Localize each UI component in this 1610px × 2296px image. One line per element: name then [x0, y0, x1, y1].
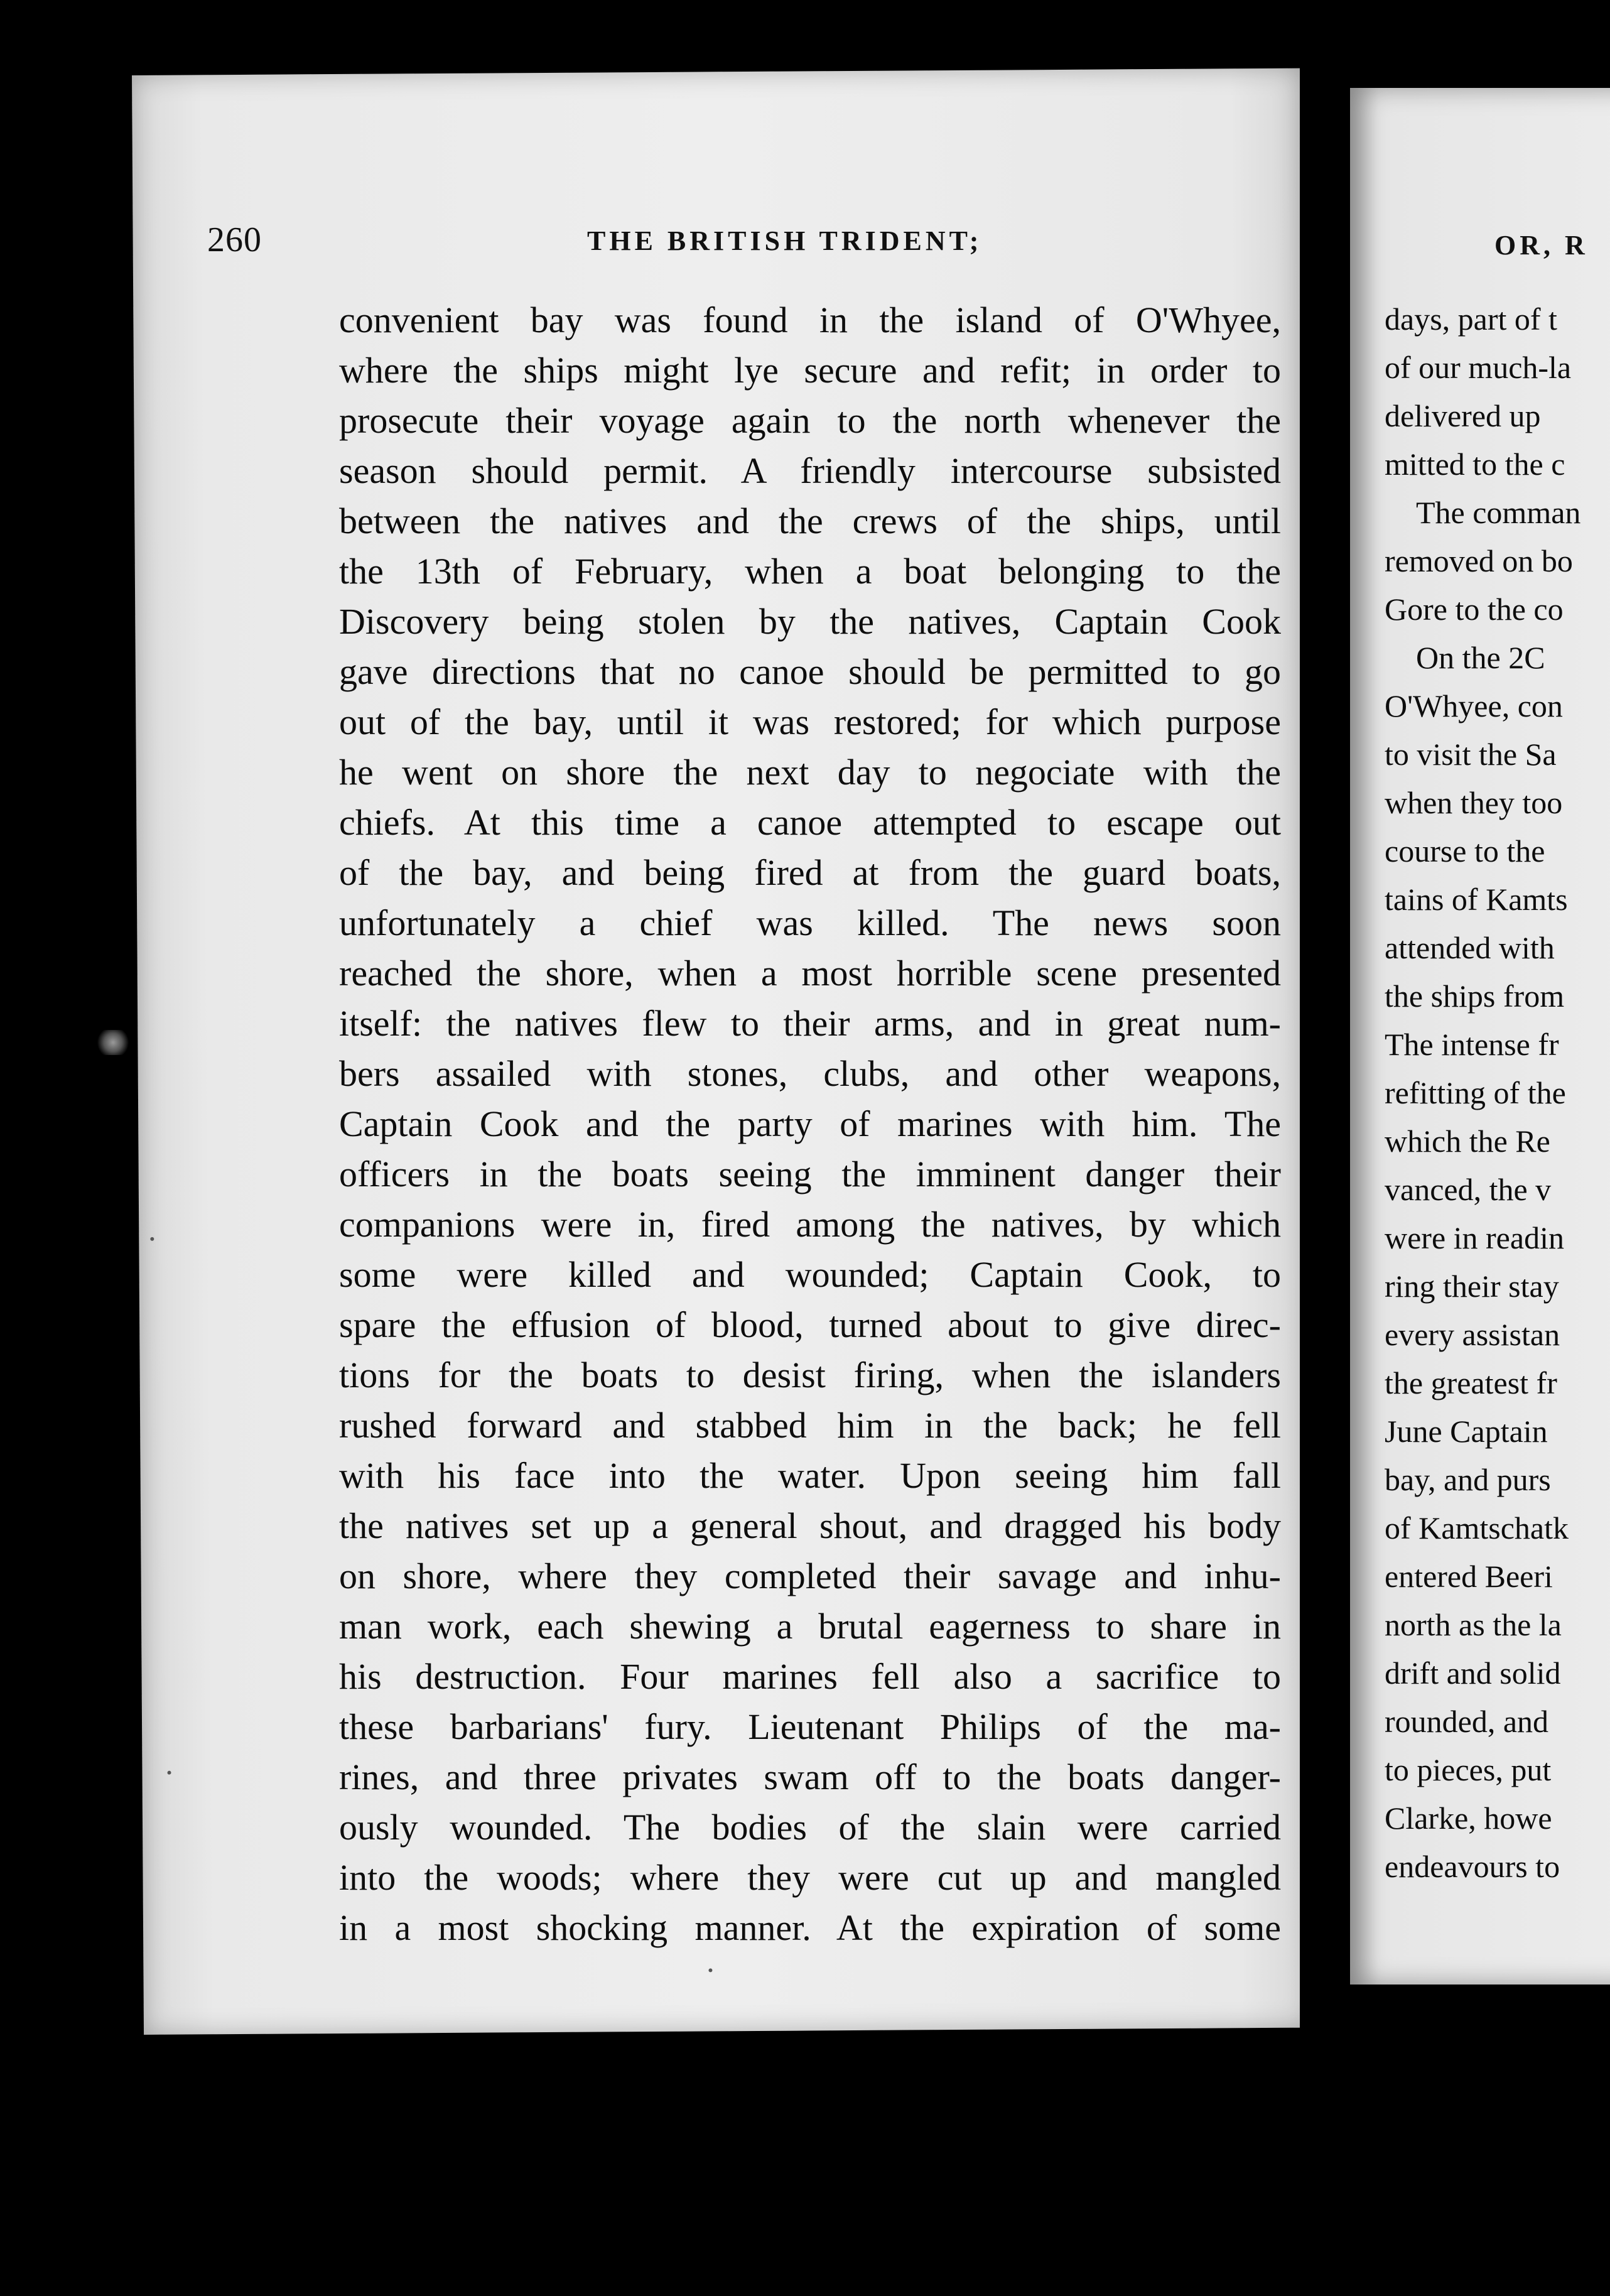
text-line: every assistan — [1385, 1317, 1560, 1352]
text-line: removed on bo — [1385, 543, 1573, 578]
text-line: were in readin — [1385, 1220, 1564, 1255]
text-line: unfortunately a chief was killed. The news soon — [339, 902, 1281, 943]
right-page-visible-area — [1350, 88, 1610, 1985]
text-line: where the ships might lye secure and refit; in order to — [339, 350, 1281, 391]
text-line: Captain Cook and the party of marines with him. The — [339, 1103, 1281, 1144]
text-line: days, part of t — [1385, 301, 1557, 337]
text-line: Discovery being stolen by the natives, Captain Cook — [339, 601, 1281, 642]
text-line: endeavours to — [1385, 1849, 1560, 1884]
text-line: of the bay, and being fired at from the guard boats, — [339, 852, 1281, 893]
text-line: which the Re — [1385, 1124, 1550, 1159]
ink-speck — [708, 1968, 712, 1972]
text-line: on shore, where they completed their savage and inhu- — [339, 1556, 1281, 1596]
text-line: chiefs. At this time a canoe attempted to escape out — [339, 802, 1281, 843]
text-line: the 13th of February, when a boat belonging to the — [339, 551, 1281, 592]
right-page-body-text — [1385, 295, 1610, 1891]
running-title: THE BRITISH TRIDENT; — [587, 225, 983, 256]
ink-speck — [167, 1771, 171, 1775]
ink-speck — [150, 1237, 154, 1241]
text-line: The comman — [1416, 495, 1581, 530]
left-running-head — [207, 220, 1275, 270]
book-gutter — [1300, 0, 1350, 2296]
text-line: itself: the natives flew to their arms, and in great num- — [339, 1003, 1281, 1044]
text-line: between the natives and the crews of the ships, until — [339, 501, 1281, 541]
text-line: his destruction. Four marines fell also a sacrifice to — [339, 1656, 1281, 1697]
text-line: rounded, and — [1385, 1704, 1549, 1739]
text-line: vanced, the v — [1385, 1172, 1552, 1207]
text-line: Clarke, howe — [1385, 1801, 1552, 1836]
text-line: out of the bay, until it was restored; for which purpose — [339, 701, 1281, 742]
text-line: tions for the boats to desist firing, when the islanders — [339, 1355, 1281, 1395]
text-line: the greatest fr — [1385, 1365, 1557, 1400]
text-line: to pieces, put — [1385, 1752, 1552, 1787]
text-line: to visit the Sa — [1385, 737, 1557, 772]
text-line: convenient bay was found in the island of O'Whyee, — [339, 300, 1281, 340]
text-line: of Kamtschatk — [1385, 1510, 1569, 1546]
text-line: man work, each shewing a brutal eagerness to share in — [339, 1606, 1281, 1647]
left-page-body-text — [339, 295, 1281, 1953]
text-line: attended with — [1385, 930, 1555, 965]
text-line: Gore to the co — [1385, 592, 1564, 627]
text-line: spare the effusion of blood, turned about to give direc- — [339, 1304, 1281, 1345]
text-line: season should permit. A friendly intercourse subsisted — [339, 450, 1281, 491]
text-line: the ships from — [1385, 978, 1565, 1014]
text-line: companions were in, fired among the natives, by which — [339, 1204, 1281, 1245]
text-line: he went on shore the next day to negociate with the — [339, 752, 1281, 793]
text-line: in a most shocking manner. At the expiration of some — [339, 1907, 1281, 1948]
text-line: bers assailed with stones, clubs, and other weapons, — [339, 1053, 1281, 1094]
edge-blemish — [94, 1030, 132, 1055]
text-line: ring their stay — [1385, 1269, 1559, 1304]
text-line: north as the la — [1385, 1607, 1562, 1642]
text-line: On the 2C — [1416, 640, 1545, 675]
text-line: entered Beeri — [1385, 1559, 1553, 1594]
text-line: mitted to the c — [1385, 447, 1565, 482]
text-line: officers in the boats seeing the imminent danger their — [339, 1154, 1281, 1194]
text-line: June Captain — [1385, 1414, 1548, 1449]
text-line: delivered up — [1385, 398, 1541, 433]
text-line: bay, and purs — [1385, 1462, 1551, 1497]
right-running-head: OR, R — [1494, 230, 1589, 261]
text-line: when they too — [1385, 785, 1563, 820]
text-line: the natives set up a general shout, and dragged his body — [339, 1505, 1281, 1546]
text-line: some were killed and wounded; Captain Cook, to — [339, 1254, 1281, 1295]
text-line: rines, and three privates swam off to the boats danger- — [339, 1757, 1281, 1797]
page-number: 260 — [207, 220, 262, 259]
text-line: The intense fr — [1385, 1027, 1559, 1062]
text-line: drift and solid — [1385, 1655, 1561, 1691]
text-line: reached the shore, when a most horrible scene presented — [339, 953, 1281, 994]
text-line: prosecute their voyage again to the north whenever the — [339, 400, 1281, 441]
text-line: O'Whyee, con — [1385, 688, 1563, 723]
text-line: course to the — [1385, 833, 1545, 869]
text-line: gave directions that no canoe should be permitted to go — [339, 651, 1281, 692]
text-line: of our much-la — [1385, 350, 1572, 385]
text-line: tains of Kamts — [1385, 882, 1568, 917]
text-line: into the woods; where they were cut up and mangled — [339, 1857, 1281, 1898]
text-line: rushed forward and stabbed him in the back; he fell — [339, 1405, 1281, 1446]
text-line: with his face into the water. Upon seeing him fall — [339, 1455, 1281, 1496]
text-line: refitting of the — [1385, 1075, 1566, 1110]
text-line: ously wounded. The bodies of the slain were carried — [339, 1807, 1281, 1848]
text-line: these barbarians' fury. Lieutenant Philips of the ma- — [339, 1706, 1281, 1747]
